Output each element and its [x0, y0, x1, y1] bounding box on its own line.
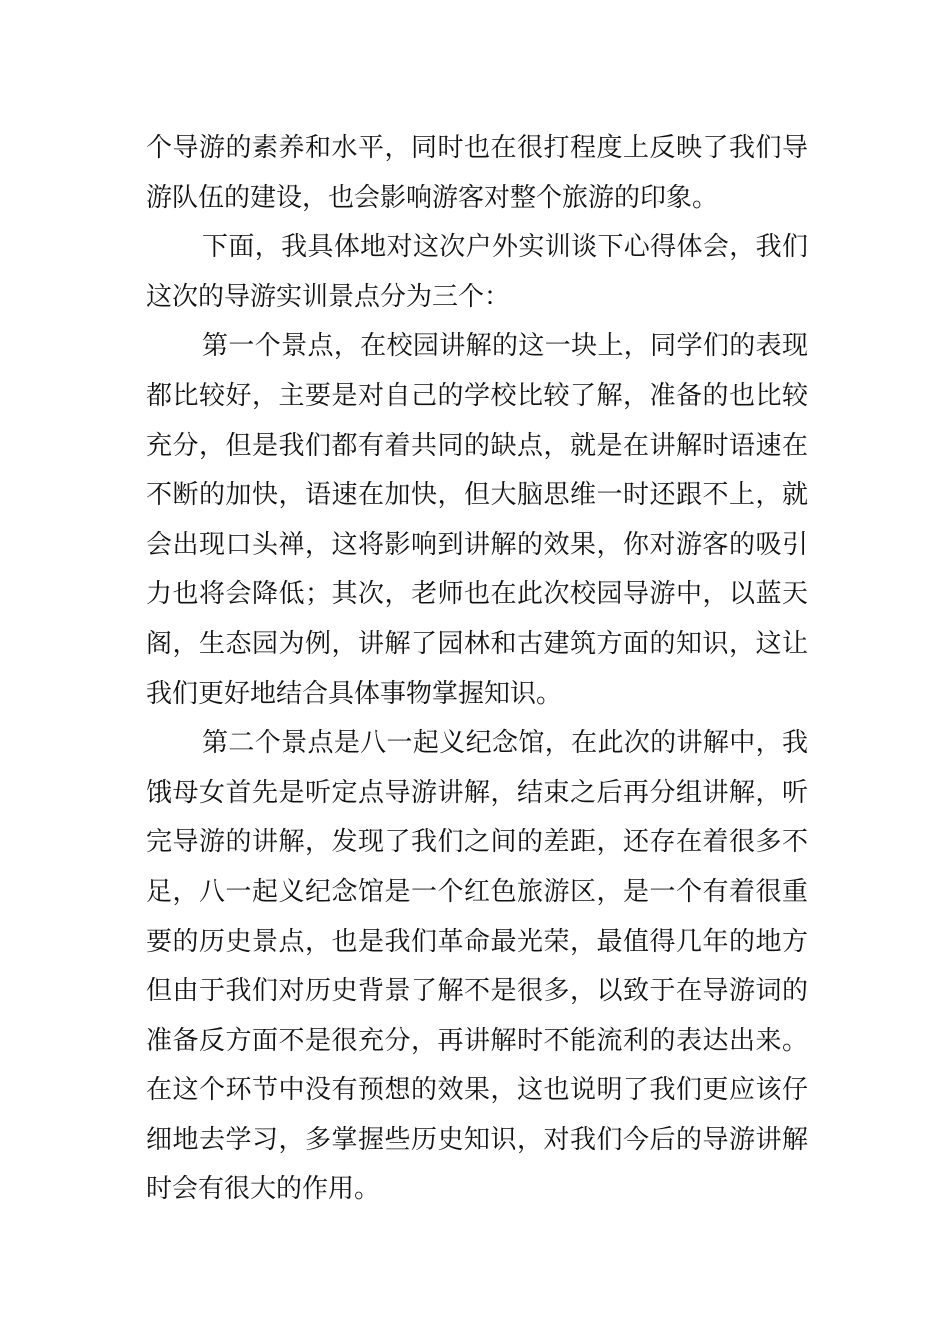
- paragraph-continuation: 个导游的素养和水平，同时也在很打程度上反映了我们导游队伍的建设，也会影响游客对整个旅游的印象。: [146, 133, 808, 213]
- paragraph-first-site: 第一个景点，在校园讲解的这一块上，同学们的表现都比较好，主要是对自己的学校比较了解，准备的也比较充分，但是我们都有着共同的缺点，就是在讲解时语速在不断的加快，语速在加快，但大脑思维一时还跟不上，就会出现口头禅，这将影响到讲解的效果，你对游客的吸引力也将会降低；其次，老师也在此次校园导游中，以蓝天阁，生态园为例，讲解了园林和古建筑方面的知识，这让我们更好地结合具体事物掌握知识。: [146, 331, 808, 709]
- paragraph-intro: 下面，我具体地对这次户外实训谈下心得体会，我们这次的导游实训景点分为三个：: [146, 232, 808, 312]
- paragraph-second-site: 第二个景点是八一起义纪念馆，在此次的讲解中，我饿母女首先是听定点导游讲解，结束之后再分组讲解，听完导游的讲解，发现了我们之间的差距，还存在着很多不足，八一起义纪念馆是一个红色旅游区，是一个有着很重要的历史景点，也是我们革命最光荣，最值得几年的地方但由于我们对历史背景了解不是很多，以致于在导游词的准备反方面不是很充分，再讲解时不能流利的表达出来。在这个环节中没有预想的效果，这也说明了我们更应该仔细地去学习，多掌握些历史知识，对我们今后的导游讲解时会有很大的作用。: [146, 728, 808, 1205]
- document-body: [146, 124, 808, 1215]
